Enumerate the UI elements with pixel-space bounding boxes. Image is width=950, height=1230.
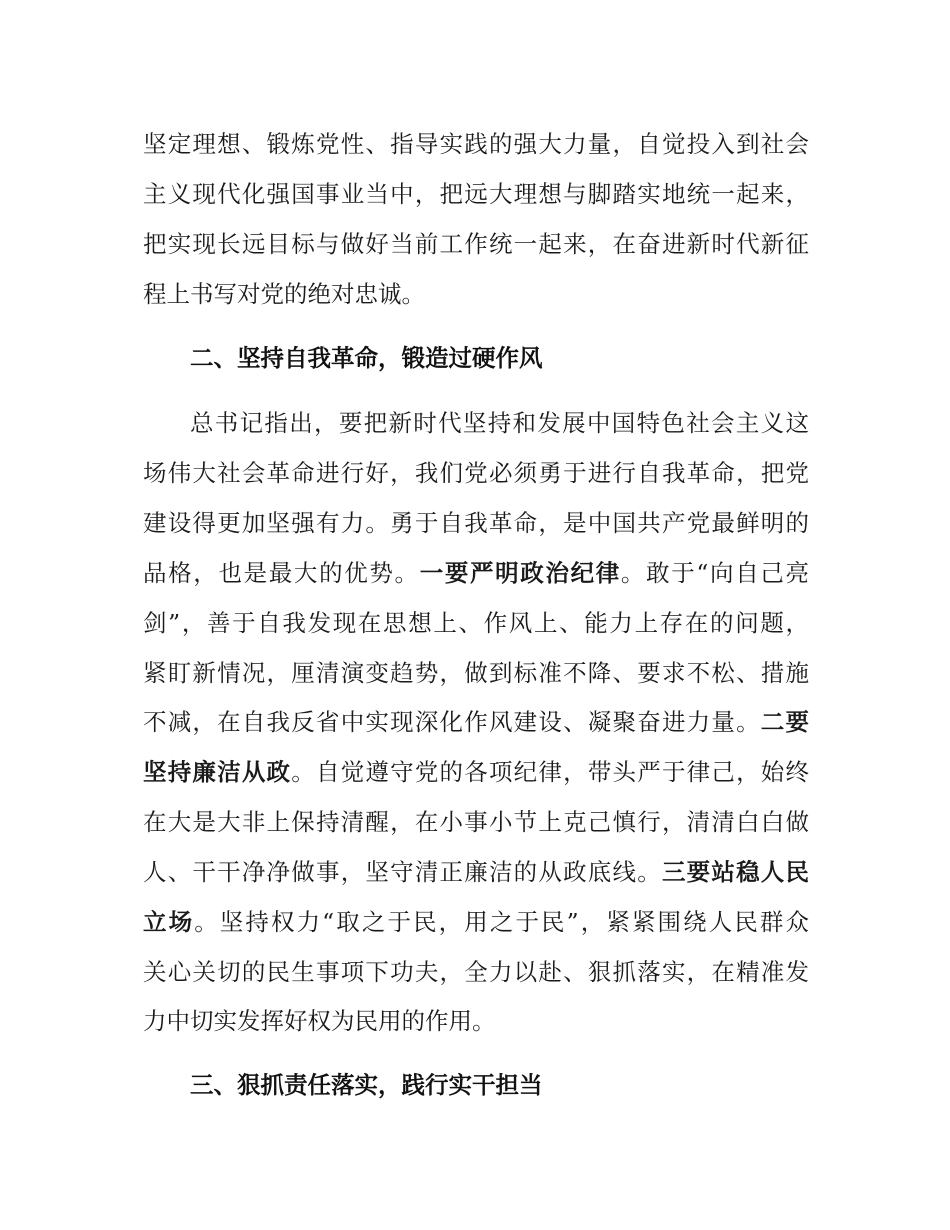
paragraph-line (143, 855, 809, 889)
paragraph-line: 场伟大社会革命进行好，我们党必须勇于进行自我革命，把党 (143, 459, 809, 487)
paragraph-line (143, 705, 809, 739)
bold-point-3-end: 立场 (143, 908, 195, 936)
paragraph-line (143, 556, 809, 590)
section-heading-2: 二、坚持自我革命，锻造过硬作风 (190, 344, 543, 372)
paragraph-line: 紧盯新情况，厘清演变趋势，做到标准不降、要求不松、措施 (143, 659, 809, 687)
text-run: 品格，也是最大的优势。 (143, 559, 420, 587)
paragraph-line: 力中切实发挥好权为民用的作用。 (143, 1007, 496, 1035)
text-run: 。自觉遵守党的各项纪律，带头严于律己，始终 (291, 758, 810, 786)
bold-point-2-end: 坚持廉洁从政 (143, 758, 292, 786)
paragraph-line (143, 905, 809, 939)
section-heading-3: 三、狠抓责任落实，践行实干担当 (190, 1071, 543, 1099)
paragraph-line: 程上书写对党的绝对忠诚。 (143, 280, 425, 308)
text-run: 。敢于“向自己亮 (620, 559, 810, 587)
bold-point-1: 一要严明政治纪律 (419, 559, 621, 587)
bold-point-2-start: 二要 (760, 708, 810, 736)
bold-point-3-start: 三要站稳人民 (661, 858, 810, 886)
text-run: 。坚持权力“取之于民，用之于民”，紧紧围绕人民群众 (194, 908, 810, 936)
text-run: 不减，在自我反省中实现深化作风建设、凝聚奋进力量。 (143, 708, 761, 736)
paragraph-line: 坚定理想、锻炼党性、指导实践的强大力量，自觉投入到社会 (143, 130, 809, 158)
paragraph-line (143, 755, 809, 789)
paragraph-line: 关心关切的民生事项下功夫，全力以赴、狠抓落实，在精准发 (143, 958, 809, 986)
paragraph-line: 建设得更加坚强有力。勇于自我革命，是中国共产党最鲜明的 (143, 509, 809, 537)
paragraph-line: 在大是大非上保持清醒，在小事小节上克己慎行，清清白白做 (143, 808, 809, 836)
paragraph-line: 主义现代化强国事业当中，把远大理想与脚踏实地统一起来， (143, 180, 809, 208)
paragraph-line: 总书记指出，要把新时代坚持和发展中国特色社会主义这 (190, 409, 809, 437)
paragraph-line: 剑”，善于自我发现在思想上、作风上、能力上存在的问题， (143, 609, 809, 637)
text-run: 人、干干净净做事，坚守清正廉洁的从政底线。 (143, 858, 662, 886)
paragraph-line: 把实现长远目标与做好当前工作统一起来，在奋进新时代新征 (143, 230, 809, 258)
